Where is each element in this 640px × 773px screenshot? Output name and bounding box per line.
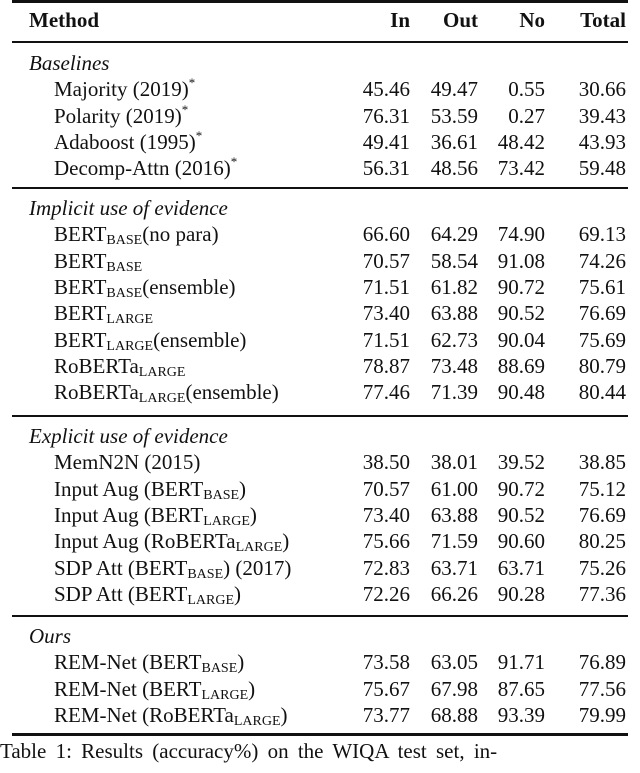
method-base: RoBERTa bbox=[54, 380, 139, 405]
header-total: Total bbox=[580, 8, 626, 32]
method-name bbox=[54, 248, 142, 274]
section-title: Ours bbox=[29, 624, 72, 648]
section-rule bbox=[12, 415, 628, 417]
value-total: 38.85 bbox=[578, 450, 626, 475]
method-base: BERT bbox=[54, 301, 107, 326]
method-subscript: LARGE bbox=[233, 713, 281, 729]
table-row bbox=[0, 379, 640, 405]
table-row bbox=[0, 221, 640, 247]
value-out: 68.88 bbox=[430, 702, 478, 727]
method-subscript: BASE bbox=[106, 259, 143, 275]
value-out: 63.05 bbox=[430, 650, 478, 675]
method-subscript: LARGE bbox=[201, 687, 249, 703]
value-out: 53.59 bbox=[430, 103, 478, 128]
method-name bbox=[54, 379, 279, 405]
value-no: 93.39 bbox=[497, 702, 545, 727]
value-in: 73.40 bbox=[362, 502, 410, 527]
value-in: 56.31 bbox=[362, 156, 410, 181]
value-no: 0.27 bbox=[508, 103, 545, 128]
method-base: REM-Net (BERT bbox=[54, 676, 202, 701]
section-title: Baselines bbox=[29, 51, 110, 75]
method-name bbox=[54, 353, 185, 379]
method-subscript: BASE bbox=[187, 566, 224, 582]
method-name bbox=[54, 449, 200, 475]
value-in: 77.46 bbox=[362, 380, 410, 405]
method-base: SDP Att (BERT bbox=[54, 581, 188, 606]
value-in: 76.31 bbox=[362, 103, 410, 128]
method-name bbox=[54, 76, 195, 102]
method-subscript: BASE bbox=[203, 487, 240, 503]
section-rule bbox=[12, 615, 628, 617]
table-row bbox=[0, 103, 640, 129]
value-no: 90.04 bbox=[497, 327, 545, 352]
method-base: MemN2N (2015) bbox=[54, 450, 201, 475]
method-subscript: BASE bbox=[106, 233, 143, 249]
value-in: 70.57 bbox=[362, 248, 410, 273]
section-rule bbox=[12, 187, 628, 189]
value-no: 0.55 bbox=[508, 77, 545, 102]
value-no: 90.52 bbox=[497, 301, 545, 326]
value-in: 72.83 bbox=[362, 555, 410, 580]
table-row bbox=[0, 353, 640, 379]
value-out: 66.26 bbox=[430, 581, 478, 606]
method-subscript: LARGE bbox=[106, 338, 154, 354]
value-in: 73.77 bbox=[362, 702, 410, 727]
value-in: 49.41 bbox=[362, 129, 410, 154]
method-name bbox=[54, 555, 291, 581]
value-total: 76.69 bbox=[578, 301, 626, 326]
value-out: 63.71 bbox=[430, 555, 478, 580]
value-no: 73.42 bbox=[497, 156, 545, 181]
method-base: REM-Net (RoBERTa bbox=[54, 702, 234, 727]
value-total: 75.26 bbox=[578, 555, 626, 580]
method-subscript: LARGE bbox=[203, 513, 250, 529]
value-no: 74.90 bbox=[497, 222, 545, 247]
table-row bbox=[0, 76, 640, 102]
value-total: 77.36 bbox=[578, 581, 626, 606]
value-in: 70.57 bbox=[362, 476, 410, 501]
method-name bbox=[54, 676, 255, 702]
value-in: 71.51 bbox=[362, 274, 410, 299]
value-total: 76.69 bbox=[578, 502, 626, 527]
value-no: 90.72 bbox=[497, 476, 545, 501]
table-row bbox=[0, 528, 640, 554]
section-header bbox=[0, 50, 640, 76]
method-name bbox=[54, 581, 241, 607]
value-total: 69.13 bbox=[578, 222, 626, 247]
method-base: BERT bbox=[54, 327, 107, 352]
value-total: 39.43 bbox=[578, 103, 626, 128]
method-base: BERT bbox=[54, 248, 107, 273]
value-out: 48.56 bbox=[430, 156, 478, 181]
value-total: 75.61 bbox=[578, 274, 626, 299]
method-suffix: (no para) bbox=[142, 222, 219, 247]
method-suffix: ) bbox=[234, 581, 241, 606]
value-no: 90.60 bbox=[497, 529, 545, 554]
method-name bbox=[54, 129, 202, 155]
value-in: 71.51 bbox=[362, 327, 410, 352]
value-out: 38.01 bbox=[430, 450, 478, 475]
section-title: Explicit use of evidence bbox=[29, 424, 228, 448]
value-out: 63.88 bbox=[430, 502, 478, 527]
bottom-rule bbox=[12, 733, 628, 736]
value-total: 75.12 bbox=[578, 476, 626, 501]
table-row bbox=[0, 129, 640, 155]
method-subscript: LARGE bbox=[235, 540, 283, 556]
method-base: Majority (2019) bbox=[54, 77, 189, 102]
section-header bbox=[0, 195, 640, 221]
table-row bbox=[0, 649, 640, 675]
value-in: 73.40 bbox=[362, 301, 410, 326]
method-base: RoBERTa bbox=[54, 353, 139, 378]
method-base: BERT bbox=[54, 222, 107, 247]
section-title: Implicit use of evidence bbox=[29, 196, 228, 220]
footnote-star: * bbox=[181, 101, 189, 117]
method-name bbox=[54, 274, 236, 300]
value-out: 61.82 bbox=[430, 274, 478, 299]
value-out: 71.59 bbox=[430, 529, 478, 554]
header-rule bbox=[12, 41, 628, 43]
method-name bbox=[54, 502, 257, 528]
method-base: BERT bbox=[54, 274, 107, 299]
value-out: 36.61 bbox=[430, 129, 478, 154]
value-no: 63.71 bbox=[497, 555, 545, 580]
footnote-star: * bbox=[230, 154, 238, 170]
method-subscript: LARGE bbox=[138, 391, 186, 407]
value-out: 49.47 bbox=[430, 77, 478, 102]
method-name bbox=[54, 528, 289, 554]
value-no: 87.65 bbox=[497, 676, 545, 701]
value-out: 63.88 bbox=[430, 301, 478, 326]
method-base: Input Aug (BERT bbox=[54, 502, 204, 527]
method-subscript: LARGE bbox=[138, 364, 186, 380]
method-base: Input Aug (RoBERTa bbox=[54, 529, 236, 554]
footnote-star: * bbox=[195, 127, 203, 143]
header-no: No bbox=[519, 8, 545, 32]
table-row bbox=[0, 449, 640, 475]
value-no: 91.71 bbox=[497, 650, 545, 675]
header-out: Out bbox=[442, 8, 478, 32]
method-suffix: (ensemble) bbox=[153, 327, 247, 352]
table-row bbox=[0, 248, 640, 274]
value-in: 75.67 bbox=[362, 676, 410, 701]
section-header bbox=[0, 423, 640, 449]
method-name bbox=[54, 155, 237, 181]
table-row bbox=[0, 274, 640, 300]
value-no: 90.72 bbox=[497, 274, 545, 299]
value-total: 80.79 bbox=[578, 353, 626, 378]
method-name bbox=[54, 221, 219, 247]
method-name bbox=[54, 702, 288, 728]
table-caption: Table 1: Results (accuracy%) on the WIQA test set, in- bbox=[0, 739, 498, 763]
value-in: 72.26 bbox=[362, 581, 410, 606]
method-subscript: BASE bbox=[106, 285, 143, 301]
value-total: 80.25 bbox=[578, 529, 626, 554]
method-suffix: ) bbox=[237, 650, 245, 675]
method-base: Adaboost (1995) bbox=[54, 129, 196, 154]
value-total: 77.56 bbox=[578, 676, 626, 701]
table-row bbox=[0, 502, 640, 528]
top-rule bbox=[12, 0, 628, 3]
method-base: Polarity (2019) bbox=[54, 103, 182, 128]
method-subscript: LARGE bbox=[106, 312, 154, 328]
table-row bbox=[0, 676, 640, 702]
value-total: 43.93 bbox=[578, 129, 626, 154]
value-total: 74.26 bbox=[578, 248, 626, 273]
value-out: 73.48 bbox=[430, 353, 478, 378]
value-no: 90.52 bbox=[497, 502, 545, 527]
header-method: Method bbox=[29, 8, 99, 32]
table-row bbox=[0, 581, 640, 607]
method-name bbox=[54, 103, 188, 129]
header-in: In bbox=[390, 8, 410, 32]
value-total: 76.89 bbox=[578, 650, 626, 675]
method-base: SDP Att (BERT bbox=[54, 555, 188, 580]
section-header bbox=[0, 623, 640, 649]
value-out: 58.54 bbox=[430, 248, 478, 273]
table-row bbox=[0, 327, 640, 353]
method-subscript: BASE bbox=[201, 661, 238, 677]
value-in: 78.87 bbox=[362, 353, 410, 378]
method-suffix: ) bbox=[239, 476, 247, 501]
method-suffix: ) bbox=[248, 676, 256, 701]
value-in: 75.66 bbox=[362, 529, 410, 554]
value-out: 64.29 bbox=[430, 222, 478, 247]
table-row bbox=[0, 155, 640, 181]
method-name bbox=[54, 476, 246, 502]
table-header bbox=[0, 7, 640, 33]
method-suffix: ) bbox=[280, 702, 288, 727]
method-subscript: LARGE bbox=[187, 592, 234, 608]
value-total: 79.99 bbox=[578, 702, 626, 727]
value-no: 48.42 bbox=[497, 129, 545, 154]
value-no: 91.08 bbox=[497, 248, 545, 273]
method-base: Decomp-Attn (2016) bbox=[54, 156, 231, 181]
method-suffix: ) (2017) bbox=[223, 555, 292, 580]
method-suffix: ) bbox=[282, 529, 290, 554]
method-suffix: (ensemble) bbox=[142, 274, 236, 299]
table-row bbox=[0, 300, 640, 326]
value-out: 62.73 bbox=[430, 327, 478, 352]
value-out: 67.98 bbox=[430, 676, 478, 701]
table-row bbox=[0, 555, 640, 581]
method-name bbox=[54, 300, 153, 326]
value-no: 88.69 bbox=[497, 353, 545, 378]
method-base: Input Aug (BERT bbox=[54, 476, 204, 501]
method-name bbox=[54, 649, 244, 675]
value-total: 75.69 bbox=[578, 327, 626, 352]
value-out: 61.00 bbox=[430, 476, 478, 501]
method-suffix: (ensemble) bbox=[185, 380, 279, 405]
value-in: 45.46 bbox=[362, 77, 410, 102]
table-row bbox=[0, 702, 640, 728]
table-row bbox=[0, 476, 640, 502]
value-out: 71.39 bbox=[430, 380, 478, 405]
value-total: 59.48 bbox=[578, 156, 626, 181]
value-no: 90.48 bbox=[497, 380, 545, 405]
value-no: 39.52 bbox=[497, 450, 545, 475]
value-in: 73.58 bbox=[362, 650, 410, 675]
value-total: 80.44 bbox=[578, 380, 626, 405]
method-suffix: ) bbox=[249, 502, 257, 527]
method-base: REM-Net (BERT bbox=[54, 650, 202, 675]
method-name bbox=[54, 327, 246, 353]
value-in: 66.60 bbox=[362, 222, 410, 247]
footnote-star: * bbox=[188, 75, 196, 91]
value-total: 30.66 bbox=[578, 77, 626, 102]
value-in: 38.50 bbox=[362, 450, 410, 475]
value-no: 90.28 bbox=[497, 581, 545, 606]
